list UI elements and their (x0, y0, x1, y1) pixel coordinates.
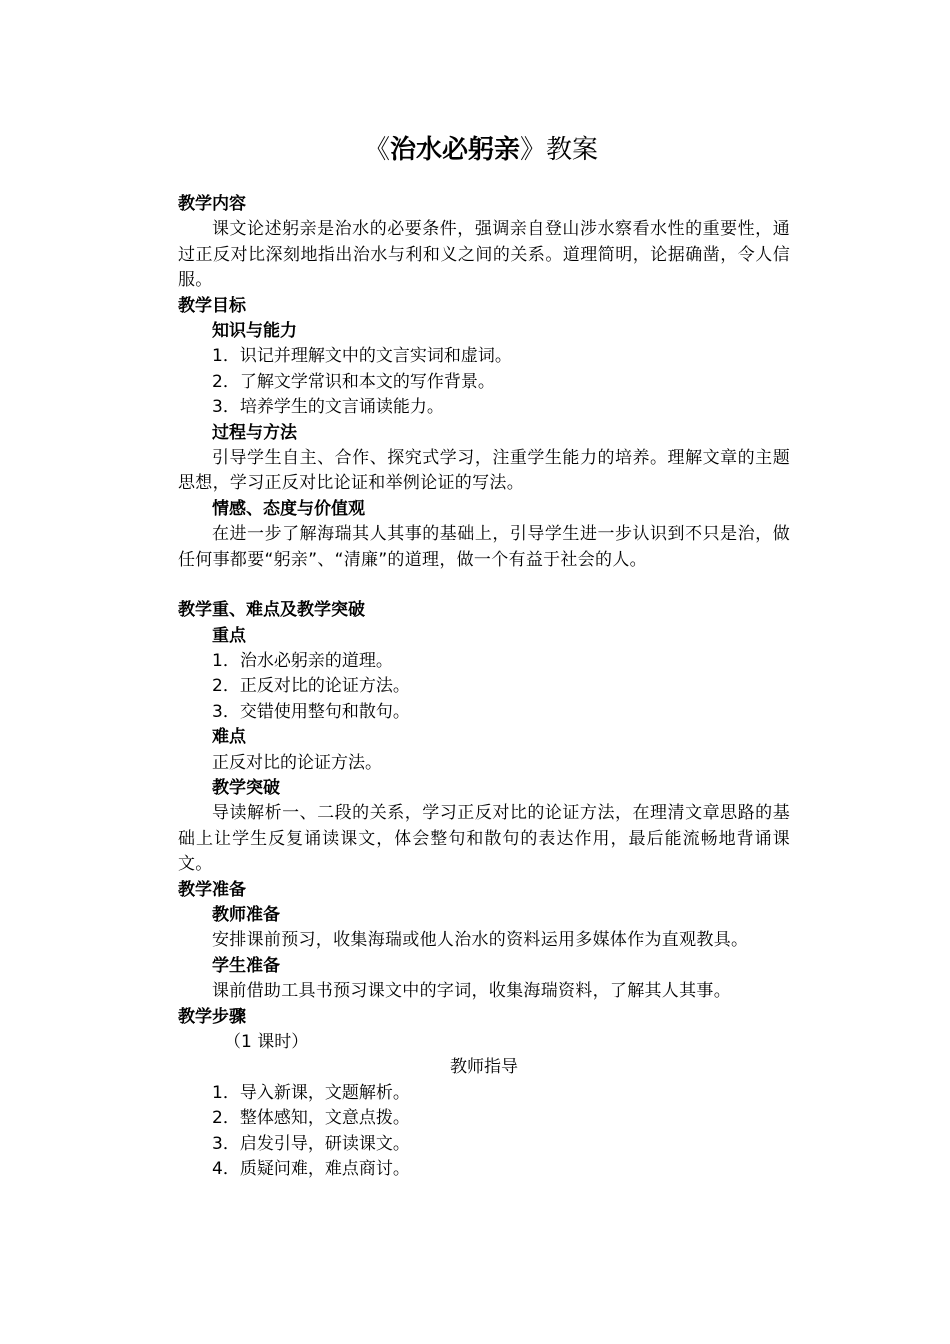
section-heading-goals: 教学目标 (178, 295, 246, 316)
spacer (178, 573, 790, 598)
list-item: 4．质疑问难，难点商讨。 (212, 1159, 410, 1180)
section-heading-key-points: 教学重、难点及教学突破 (178, 600, 365, 621)
title-close-bracket: 》 (520, 135, 547, 165)
document-page (178, 128, 790, 1182)
lesson-period: （1 课时） (224, 1032, 309, 1052)
section-heading-content: 教学内容 (178, 194, 246, 214)
document-title (172, 128, 790, 172)
student-paragraph: 课前借助工具书预习课文中的字词，收集海瑞资料，了解其人其事。 (212, 981, 731, 1002)
title-open-bracket: 《 (363, 135, 390, 165)
list-item: 3．交错使用整句和散句。 (212, 701, 410, 722)
list-item: 2．正反对比的论证方法。 (212, 676, 410, 697)
list-item: 2．了解文学常识和本文的写作背景。 (212, 371, 495, 392)
list-item: 2．整体感知，文意点拨。 (212, 1108, 410, 1129)
title-main: 治水必躬亲 (389, 135, 520, 165)
list-item: 1．导入新课，文题解析。 (212, 1082, 410, 1103)
subheading-emotion: 情感、态度与价值观 (212, 498, 365, 519)
difficult-text: 正反对比的论证方法。 (212, 752, 382, 773)
process-paragraph: 引导学生自主、合作、探究式学习，注重学生能力的培养。理解文章的主题思想，学习正反对比论证和举例论证的写法。 (178, 448, 790, 494)
list-item: 1．治水必躬亲的道理。 (212, 650, 393, 671)
emotion-paragraph: 在进一步了解海瑞其人其事的基础上，引导学生进一步认识到不只是治，做任何事都要“躬亲”、“清廉”的道理，做一个有益于社会的人。 (178, 524, 790, 570)
subheading-difficult: 难点 (212, 727, 246, 748)
breakthrough-paragraph: 导读解析一、二段的关系，学习正反对比的论证方法，在理清文章思路的基础上让学生反复诵读课文，体会整句和散句的表达作用，最后能流畅地背诵课文。 (178, 803, 790, 875)
list-item: 1．识记并理解文中的文言实词和虚词。 (212, 346, 512, 367)
guide-heading: 教师指导 (450, 1057, 518, 1078)
subheading-process: 过程与方法 (212, 422, 297, 443)
teacher-paragraph: 安排课前预习，收集海瑞或他人治水的资料运用多媒体作为直观教具。 (212, 930, 749, 951)
list-item: 3．启发引导，研读课文。 (212, 1133, 410, 1154)
subheading-student: 学生准备 (212, 955, 280, 976)
subheading-important: 重点 (212, 625, 246, 646)
section-heading-steps: 教学步骤 (178, 1006, 246, 1027)
subheading-teacher: 教师准备 (212, 904, 280, 925)
title-suffix: 教案 (546, 135, 599, 165)
section-heading-preparation: 教学准备 (178, 879, 246, 900)
subheading-breakthrough: 教学突破 (212, 777, 280, 798)
subheading-knowledge: 知识与能力 (212, 321, 297, 342)
list-item: 3．培养学生的文言诵读能力。 (212, 397, 444, 418)
content-paragraph: 课文论述躬亲是治水的必要条件，强调亲自登山涉水察看水性的重要性，通过正反对比深刻地指出治水与利和义之间的关系。道理简明，论据确凿，令人信服。 (178, 219, 790, 291)
